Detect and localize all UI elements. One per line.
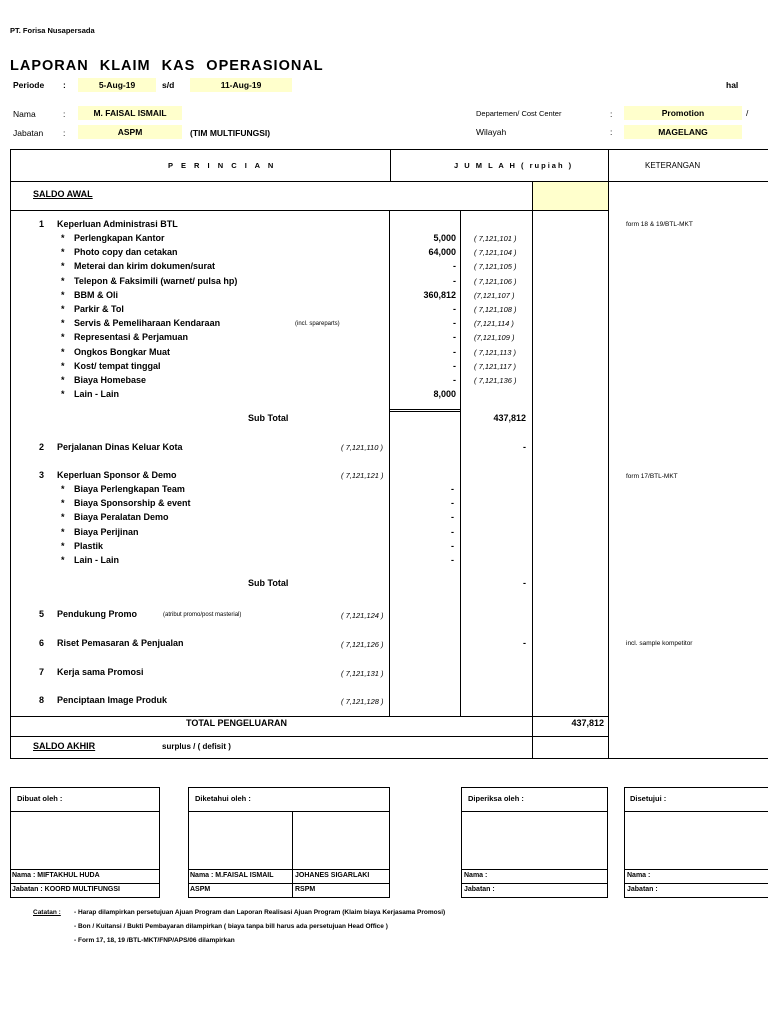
sec3-item-label: Plastik: [74, 540, 104, 551]
sec7-code: ( 7,121,131 ): [341, 669, 384, 678]
sec3-no: 3: [39, 470, 45, 480]
sec6-value: -: [523, 638, 526, 648]
dept-label: Departemen/ Cost Center: [476, 109, 562, 118]
sec3-item-label: Biaya Perlengkapan Team: [74, 484, 185, 494]
sec1-item-code: (7,121,109 ): [474, 333, 515, 343]
sec1-item-value: -: [453, 318, 456, 329]
sec8-code: ( 7,121,128 ): [341, 697, 384, 706]
sec3-subtotal-value: -: [523, 578, 526, 588]
sec1-item-label: Lain - Lain: [74, 389, 119, 400]
sec3-note: form 17/BTL-MKT: [626, 473, 678, 480]
total-value: 437,812: [571, 718, 604, 728]
sec3-item-value: -: [451, 555, 454, 565]
sec6-note: incl. sample kompetitor: [626, 640, 693, 647]
col-perincian: P E R I N C I A N: [168, 161, 277, 170]
spareparts-note: (incl. spareparts): [295, 321, 340, 327]
sec1-item-code: ( 7,121,108 ): [474, 305, 517, 314]
page-title: LAPORAN KLAIM KAS OPERASIONAL: [10, 58, 324, 74]
sec1-title: Keperluan Administrasi BTL: [57, 219, 178, 229]
signature-box-diperiksa: [461, 787, 608, 898]
sec3-code: ( 7,121,121 ): [341, 471, 384, 480]
sec1-item-value: -: [453, 375, 456, 385]
sec8-no: 8: [39, 695, 45, 705]
bullet-icon: *: [61, 233, 65, 243]
colon: :: [63, 80, 66, 90]
disetujui-label: Disetujui :: [630, 794, 667, 803]
saldo-awal-cell: [533, 182, 608, 210]
periode-label: Periode: [13, 80, 45, 90]
jabatan-note: (TIM MULTIFUNGSI): [190, 128, 271, 138]
sd-label: s/d: [162, 80, 175, 90]
sec3-title: Keperluan Sponsor & Demo: [57, 470, 177, 480]
sec1-item-label: Meterai dan kirim dokumen/surat: [74, 261, 216, 272]
dept-value: Promotion: [624, 106, 742, 120]
sec7-no: 7: [39, 667, 45, 677]
sec1-item-label: Kost/ tempat tinggal: [74, 360, 161, 371]
sec1-item-value: -: [453, 332, 456, 343]
sec5-title: Pendukung Promo: [57, 609, 138, 619]
col-jumlah: J U M L A H ( rupiah ): [454, 161, 574, 170]
sec1-item-value: 5,000: [433, 233, 456, 243]
bullet-icon: *: [61, 375, 65, 385]
nama-label: Nama: [13, 109, 36, 119]
note-line: - Bon / Kuitansi / Bukti Pembayaran dilampirkan ( biaya tanpa bill harus ada persetujuan Head Office ): [74, 923, 388, 930]
sec1-subtotal-label: Sub Total: [248, 413, 289, 423]
bullet-icon: *: [61, 498, 65, 509]
bullet-icon: *: [61, 512, 65, 523]
bullet-icon: *: [61, 289, 65, 300]
diketahui-jabatan2: RSPM: [295, 886, 316, 893]
sec1-item-code: (7,121,114 ): [474, 319, 514, 329]
saldo-akhir-label: SALDO AKHIR: [33, 741, 96, 751]
note-line: - Harap dilampirkan persetujuan Ajuan Program dan Laporan Realisasi Ajuan Program (Klaim biaya Kerjasama Promosi): [74, 909, 446, 916]
sec3-item-value: -: [451, 484, 454, 494]
sec2-title: Perjalanan Dinas Keluar Kota: [57, 442, 183, 452]
sec1-item-value: -: [453, 304, 456, 314]
sec1-item-label: Ongkos Bongkar Muat: [74, 346, 171, 357]
disetujui-nama: Nama :: [627, 872, 651, 879]
disetujui-jabatan: Jabatan :: [627, 886, 658, 893]
sec1-item-value: 360,812: [423, 289, 456, 300]
bullet-icon: *: [61, 332, 65, 343]
sec3-item-label: Biaya Sponsorship & event: [74, 498, 191, 509]
sec3-item-label: Biaya Peralatan Demo: [74, 512, 169, 523]
sec1-item-value: 8,000: [433, 389, 456, 400]
sec7-title: Kerja sama Promosi: [57, 667, 144, 677]
diperiksa-label: Diperiksa oleh :: [468, 794, 524, 803]
sec3-item-value: -: [451, 498, 454, 509]
diperiksa-nama: Nama :: [464, 872, 488, 879]
sec3-item-value: -: [451, 526, 454, 537]
nama-value: M. FAISAL ISMAIL: [78, 106, 182, 120]
col-keterangan: KETERANGAN: [645, 161, 701, 170]
saldo-awal-label: SALDO AWAL: [33, 189, 93, 199]
diperiksa-jabatan: Jabatan :: [464, 886, 495, 893]
sec2-code: ( 7,121,110 ): [341, 443, 383, 452]
colon: :: [610, 127, 613, 137]
sec1-item-code: ( 7,121,101 ): [474, 234, 517, 243]
sec1-item-code: ( 7,121,105 ): [474, 262, 517, 272]
sec1-item-label: Parkir & Tol: [74, 304, 124, 314]
bullet-icon: *: [61, 304, 65, 314]
dibuat-label: Dibuat oleh :: [17, 794, 63, 803]
sec3-subtotal-label: Sub Total: [248, 578, 289, 588]
sec6-title: Riset Pemasaran & Penjualan: [57, 638, 184, 648]
sec1-item-label: Telepon & Faksimili (warnet/ pulsa hp): [74, 275, 238, 286]
bullet-icon: *: [61, 540, 65, 551]
hal-label: hal: [726, 80, 739, 90]
periode-from: 5-Aug-19: [78, 78, 156, 92]
bullet-icon: *: [61, 526, 65, 537]
sec1-item-code: ( 7,121,106 ): [474, 276, 517, 286]
sec1-item-label: Photo copy dan cetakan: [74, 247, 178, 258]
bullet-icon: *: [61, 275, 65, 286]
sec3-item-label: Biaya Perijinan: [74, 526, 139, 537]
sec3-item-value: -: [451, 512, 454, 523]
periode-to: 11-Aug-19: [190, 78, 292, 92]
bullet-icon: *: [61, 555, 65, 565]
signature-box-dibuat: [10, 787, 160, 898]
bullet-icon: *: [61, 346, 65, 357]
sec1-item-code: ( 7,121,136 ): [474, 376, 517, 385]
sec3-item-value: -: [451, 540, 454, 551]
sec1-item-value: -: [453, 360, 456, 371]
sec1-item-code: (7,121,107 ): [474, 290, 515, 300]
sec1-item-label: Servis & Pemeliharaan Kendaraan: [74, 318, 221, 329]
bullet-icon: *: [61, 360, 65, 371]
sec1-item-code: ( 7,121,117 ): [474, 361, 516, 371]
sec1-subtotal-value: 437,812: [493, 413, 526, 423]
diketahui-nama1: Nama : M.FAISAL ISMAIL: [190, 872, 274, 879]
colon: :: [63, 109, 66, 119]
colon: :: [63, 128, 66, 138]
bullet-icon: *: [61, 261, 65, 272]
sec1-item-label: Representasi & Perjamuan: [74, 332, 189, 343]
sec1-item-code: ( 7,121,104 ): [474, 248, 517, 258]
bullet-icon: *: [61, 389, 65, 400]
wilayah-label: Wilayah: [476, 127, 507, 137]
sec2-value: -: [523, 442, 526, 452]
diketahui-label: Diketahui oleh :: [195, 794, 251, 803]
sec1-item-label: BBM & Oli: [74, 289, 118, 300]
colon: :: [610, 109, 613, 119]
sec5-sub: (atribut promo/post masterial): [163, 612, 242, 618]
sec6-code: ( 7,121,126 ): [341, 640, 384, 649]
sec1-item-value: -: [453, 346, 456, 357]
sec1-item-code: ( 7,121,113 ): [474, 347, 516, 357]
diketahui-nama2: JOHANES SIGARLAKI: [295, 872, 370, 879]
sec1-item-value: -: [453, 275, 456, 286]
bullet-icon: *: [61, 484, 65, 494]
dibuat-jabatan: Jabatan : KOORD MULTIFUNGSI: [12, 886, 120, 893]
note-line: - Form 17, 18, 19 /BTL-MKT/FNP/APS/06 dilampirkan: [74, 937, 235, 944]
sec1-no: 1: [39, 219, 45, 229]
sec1-item-label: Perlengkapan Kantor: [74, 233, 165, 243]
notes-label: Catatan :: [33, 909, 61, 916]
sec5-no: 5: [39, 609, 45, 619]
total-label: TOTAL PENGELUARAN: [186, 718, 288, 728]
sec1-note: form 18 & 19/BTL-MKT: [626, 221, 693, 228]
sec1-item-value: -: [453, 261, 456, 272]
jabatan-label: Jabatan: [13, 128, 44, 138]
slash: /: [746, 108, 749, 118]
sec8-title: Penciptaan Image Produk: [57, 695, 168, 705]
sec3-item-label: Lain - Lain: [74, 555, 119, 565]
bullet-icon: *: [61, 318, 65, 329]
sec2-no: 2: [39, 442, 45, 452]
bullet-icon: *: [61, 247, 65, 258]
diketahui-jabatan1: ASPM: [190, 886, 211, 893]
dibuat-nama: Nama : MIFTAKHUL HUDA: [12, 872, 100, 879]
company-name: PT. Forisa Nusapersada: [10, 26, 95, 35]
surplus-label: surplus / ( defisit ): [162, 742, 231, 751]
wilayah-value: MAGELANG: [624, 125, 742, 139]
signature-box-diketahui: [188, 787, 390, 898]
jabatan-value: ASPM: [78, 125, 182, 139]
signature-box-disetujui: [624, 787, 768, 898]
sec1-item-label: Biaya Homebase: [74, 375, 147, 385]
sec5-code: ( 7,121,124 ): [341, 611, 384, 620]
sec1-item-value: 64,000: [428, 247, 456, 258]
sec6-no: 6: [39, 638, 45, 648]
